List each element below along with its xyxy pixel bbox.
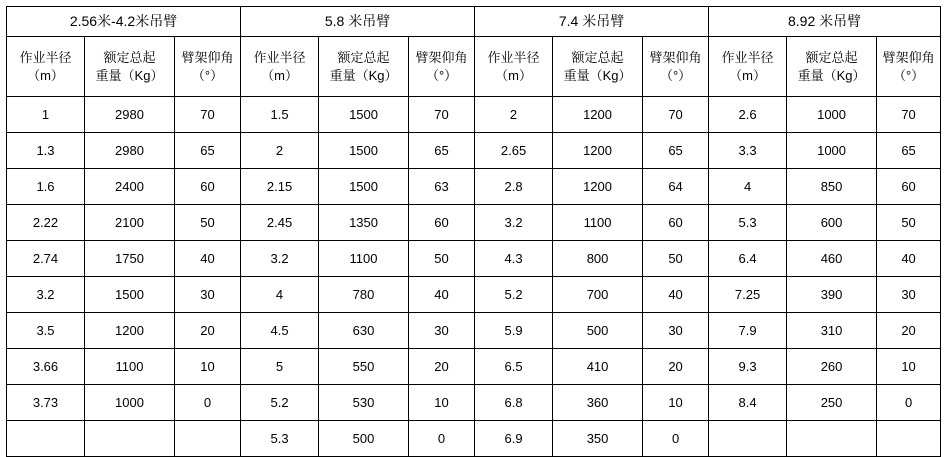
cell-capacity: 250	[787, 385, 877, 421]
cell-capacity: 1200	[553, 169, 643, 205]
cell-capacity: 1200	[553, 97, 643, 133]
column-header-row	[7, 37, 941, 97]
cell-radius: 5.3	[241, 421, 319, 457]
cell-capacity: 1000	[787, 97, 877, 133]
cell-radius: 3.2	[7, 277, 85, 313]
cell-capacity: 460	[787, 241, 877, 277]
cell-radius: 2.74	[7, 241, 85, 277]
cell-angle: 0	[409, 421, 475, 457]
cell-radius: 2.15	[241, 169, 319, 205]
cell-empty	[877, 421, 941, 457]
cell-radius: 2.8	[475, 169, 553, 205]
cell-angle: 65	[643, 133, 709, 169]
table-row	[7, 241, 941, 277]
cell-angle: 50	[643, 241, 709, 277]
cell-radius: 2.22	[7, 205, 85, 241]
column-header-angle-1: 臂架仰角 （°）	[175, 37, 241, 97]
cell-angle: 60	[877, 169, 941, 205]
cell-radius: 1.3	[7, 133, 85, 169]
cell-capacity: 310	[787, 313, 877, 349]
cell-angle: 0	[175, 385, 241, 421]
cell-capacity: 530	[319, 385, 409, 421]
cell-radius: 3.2	[475, 205, 553, 241]
table-row	[7, 349, 941, 385]
column-header-radius-2: 作业半径 （m）	[241, 37, 319, 97]
cell-angle: 30	[643, 313, 709, 349]
cell-capacity: 1200	[553, 133, 643, 169]
cell-angle: 65	[175, 133, 241, 169]
column-header-angle-3: 臂架仰角 （°）	[643, 37, 709, 97]
cell-angle: 30	[175, 277, 241, 313]
cell-capacity: 850	[787, 169, 877, 205]
cell-angle: 40	[175, 241, 241, 277]
cell-angle: 40	[877, 241, 941, 277]
cell-angle: 10	[409, 385, 475, 421]
cell-capacity: 1500	[319, 97, 409, 133]
cell-radius: 1.6	[7, 169, 85, 205]
cell-capacity: 1100	[553, 205, 643, 241]
cell-angle: 20	[409, 349, 475, 385]
column-header-radius-1: 作业半径 （m）	[7, 37, 85, 97]
cell-radius: 6.9	[475, 421, 553, 457]
cell-radius: 7.25	[709, 277, 787, 313]
table-row	[7, 277, 941, 313]
group-header-boom-1: 2.56米-4.2米吊臂	[7, 7, 241, 37]
cell-capacity: 800	[553, 241, 643, 277]
cell-radius: 3.2	[241, 241, 319, 277]
cell-radius: 8.4	[709, 385, 787, 421]
cell-angle: 60	[409, 205, 475, 241]
cell-radius: 3.5	[7, 313, 85, 349]
cell-radius: 2.65	[475, 133, 553, 169]
crane-capacity-table	[6, 6, 941, 457]
cell-capacity: 700	[553, 277, 643, 313]
cell-radius: 2.45	[241, 205, 319, 241]
cell-radius: 1	[7, 97, 85, 133]
cell-angle: 70	[877, 97, 941, 133]
column-header-radius-3: 作业半径 （m）	[475, 37, 553, 97]
cell-capacity: 600	[787, 205, 877, 241]
column-header-capacity-4: 额定总起 重量（Kg）	[787, 37, 877, 97]
cell-radius: 9.3	[709, 349, 787, 385]
cell-capacity: 500	[319, 421, 409, 457]
cell-angle: 30	[409, 313, 475, 349]
group-header-boom-4: 8.92 米吊臂	[709, 7, 941, 37]
table-row	[7, 421, 941, 457]
cell-angle: 10	[643, 385, 709, 421]
column-header-capacity-2: 额定总起 重量（Kg）	[319, 37, 409, 97]
cell-radius: 5.3	[709, 205, 787, 241]
column-header-radius-4: 作业半径 （m）	[709, 37, 787, 97]
cell-radius: 5.9	[475, 313, 553, 349]
cell-radius: 2.6	[709, 97, 787, 133]
cell-capacity: 260	[787, 349, 877, 385]
cell-angle: 20	[175, 313, 241, 349]
cell-angle: 0	[643, 421, 709, 457]
cell-empty	[709, 421, 787, 457]
cell-radius: 4	[241, 277, 319, 313]
cell-radius: 7.9	[709, 313, 787, 349]
cell-capacity: 1500	[319, 133, 409, 169]
table-row	[7, 313, 941, 349]
cell-capacity: 2400	[85, 169, 175, 205]
group-header-row	[7, 7, 941, 37]
cell-capacity: 1350	[319, 205, 409, 241]
cell-capacity: 500	[553, 313, 643, 349]
cell-capacity: 780	[319, 277, 409, 313]
column-header-capacity-1: 额定总起 重量（Kg）	[85, 37, 175, 97]
table-row	[7, 385, 941, 421]
cell-capacity: 2100	[85, 205, 175, 241]
cell-radius: 5.2	[475, 277, 553, 313]
cell-capacity: 630	[319, 313, 409, 349]
column-header-capacity-3: 额定总起 重量（Kg）	[553, 37, 643, 97]
cell-angle: 10	[877, 349, 941, 385]
cell-radius: 2	[475, 97, 553, 133]
cell-angle: 65	[409, 133, 475, 169]
cell-capacity: 1500	[319, 169, 409, 205]
cell-radius: 1.5	[241, 97, 319, 133]
table-row	[7, 133, 941, 169]
group-header-boom-3: 7.4 米吊臂	[475, 7, 709, 37]
cell-capacity: 360	[553, 385, 643, 421]
cell-angle: 50	[877, 205, 941, 241]
cell-angle: 20	[877, 313, 941, 349]
cell-capacity: 1100	[85, 349, 175, 385]
cell-angle: 63	[409, 169, 475, 205]
column-header-angle-2: 臂架仰角 （°）	[409, 37, 475, 97]
cell-capacity: 1500	[85, 277, 175, 313]
cell-capacity: 350	[553, 421, 643, 457]
cell-empty	[787, 421, 877, 457]
cell-radius: 5	[241, 349, 319, 385]
cell-capacity: 390	[787, 277, 877, 313]
cell-angle: 40	[409, 277, 475, 313]
cell-capacity: 410	[553, 349, 643, 385]
cell-radius: 6.4	[709, 241, 787, 277]
group-header-boom-2: 5.8 米吊臂	[241, 7, 475, 37]
cell-radius: 3.73	[7, 385, 85, 421]
table-row	[7, 97, 941, 133]
column-header-angle-4: 臂架仰角 （°）	[877, 37, 941, 97]
cell-empty	[7, 421, 85, 457]
table-row	[7, 169, 941, 205]
table-row	[7, 205, 941, 241]
cell-angle: 70	[175, 97, 241, 133]
cell-angle: 65	[877, 133, 941, 169]
cell-radius: 3.3	[709, 133, 787, 169]
cell-capacity: 1750	[85, 241, 175, 277]
cell-angle: 70	[409, 97, 475, 133]
cell-radius: 3.66	[7, 349, 85, 385]
cell-angle: 10	[175, 349, 241, 385]
cell-capacity: 2980	[85, 97, 175, 133]
cell-radius: 4	[709, 169, 787, 205]
cell-angle: 70	[643, 97, 709, 133]
cell-angle: 30	[877, 277, 941, 313]
cell-angle: 64	[643, 169, 709, 205]
cell-angle: 40	[643, 277, 709, 313]
cell-radius: 5.2	[241, 385, 319, 421]
cell-angle: 60	[175, 169, 241, 205]
cell-capacity: 1000	[85, 385, 175, 421]
cell-capacity: 1200	[85, 313, 175, 349]
cell-radius: 4.5	[241, 313, 319, 349]
cell-empty	[175, 421, 241, 457]
cell-radius: 6.8	[475, 385, 553, 421]
cell-empty	[85, 421, 175, 457]
cell-capacity: 550	[319, 349, 409, 385]
cell-capacity: 1000	[787, 133, 877, 169]
cell-angle: 0	[877, 385, 941, 421]
cell-radius: 4.3	[475, 241, 553, 277]
cell-angle: 60	[643, 205, 709, 241]
cell-angle: 50	[175, 205, 241, 241]
cell-radius: 2	[241, 133, 319, 169]
cell-radius: 6.5	[475, 349, 553, 385]
cell-angle: 50	[409, 241, 475, 277]
cell-capacity: 1100	[319, 241, 409, 277]
cell-capacity: 2980	[85, 133, 175, 169]
cell-angle: 20	[643, 349, 709, 385]
